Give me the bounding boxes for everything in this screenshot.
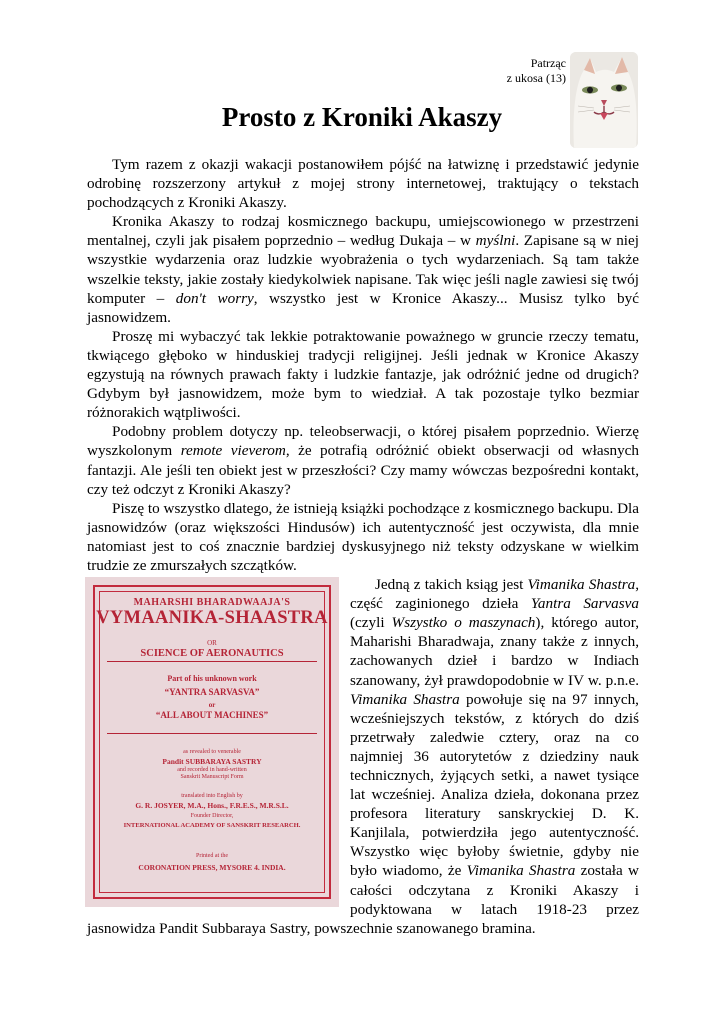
book-manuscript: Sanskrit Manuscript Form (180, 774, 244, 781)
book-revealed: as revealed to venerable (183, 749, 241, 756)
book-or-1: OR (207, 639, 217, 648)
paragraph-6: Jedną z takich ksiąg jest Vimanika Shastra, część zaginionego dzieła Yantra Sarvasva (czyli Wszystko o maszynach), którego autor, Maharishi Bharadwaja, znany także z innych, zachowanych dzieł i bardzo w Indiach szanowany, żył prawdopodobnie w IV w. p.n.e. Vimanika Shastra powołuje się na 97 innych, wcześniejszych tekstów, z których do dziś przetrwały zaledwie cztery, oraz na co najmniej 36 autorytetów z dziedziny nauk technicznych, żyjących setki, a nawet tysiące lat wcześniej. Analiza dzieła, dokonana przez profesora literatury sanskryckiej D. K. Kanjilala, potwierdziła jego autentyczność. Wszystko więc byłoby świetnie, gdyby nie było wiadomo, że Vimanika Shastra została w całości odczytana z Kroniki Akaszy i podyktowana w latach 1918-23 przez jasnowidza Pandit Subbaraya Sastry, powszechnie szanowanego bramina. (87, 576, 639, 937)
article-body (87, 155, 639, 938)
book-or-2: or (208, 701, 216, 710)
series-line-1: Patrząc (530, 56, 566, 70)
series-line-2: z ukosa (13) (506, 71, 566, 85)
paragraph-1: Tym razem z okazji wakacji postanowiłem pójść na łatwiznę i przedstawić jedynie odrobinę rozszerzony artykuł z mojej strony internetowej, traktujący o tekstach pochodzących z Kroniki Akaszy. (87, 156, 639, 212)
book-part: Part of his unknown work (167, 674, 257, 684)
paragraph-4: Podobny problem dotyczy np. teleobserwacji, o której pisałem poprzednio. Wierzę wyszkolonym remote vieverom, że potrafią odróżnić obiekt obserwacji od własnych fantazji. Ale jeśli ten obiekt jest w przeszłości? Czy mamy wówczas bezpośredni kontakt, czy też odczyt z Kroniki Akaszy? (87, 423, 640, 498)
paragraph-5: Piszę to wszystko dlatego, że istnieją książki pochodzące z kosmicznego backupu. Dla jasnowidzów (oraz większości Hindusów) ich autentyczność jest oczywista, dla mnie natomiast jest to coś znacznie bardziej dyskusyjnego niż teksty odzyskane w wielkim trudzie ze zmurszałych szczątków. (87, 499, 639, 574)
page-title: Prosto z Kroniki Akaszy (221, 102, 503, 132)
book-all-machines: “ALL ABOUT MACHINES” (155, 710, 269, 721)
book-title: VYMAANIKA-SHAASTRA (96, 608, 328, 629)
book-subtitle: SCIENCE OF AERONAUTICS (140, 648, 284, 660)
book-academy: INTERNATIONAL ACADEMY OF SANSKRIT RESEARCH. (123, 822, 301, 830)
book-pandit: Pandit SUBBARAYA SASTRY (162, 757, 262, 767)
book-recorded: and recorded in hand-written (177, 767, 247, 774)
book-printed: Printed at the (196, 853, 228, 860)
paragraph-2: Kronika Akaszy to rodzaj kosmicznego backupu, umiejscowionego w przestrzeni mentalnej, czyli jak pisałem poprzednio – według Dukaja – w myślni. Zapisane są w niej wszystkie wydarzenia oraz ludzkie wyobrażenia o tych wydarzeniach. Są tam także wszelkie teksty, jakie zostały kiedykolwiek napisane. Tak więc jeśli nagle zawiesi się twój komputer – don't worry, wszystko jest w Kronice Akaszy... Musisz tylko być jasnowidzem. (87, 213, 639, 326)
book-translator: G. R. JOSYER, M.A., Hons., F.R.E.S., M.R.S.L. (135, 801, 289, 811)
book-yantra: “YANTRA SARVASVA” (164, 687, 260, 698)
paragraph-3: Proszę mi wybaczyć tak lekkie potraktowanie poważnego w gruncie rzeczy tematu, tkwiącego głęboko w hinduskiej tradycji religijnej. Jeśli jednak w Kronice Akaszy egzystują na równych prawach fakty i ludzkie fantazje, jak odróżnić jedne od drugich? Gdybym był jasnowidzem, może bym to wiedział. A tak pozostaje tylko bezmiar różnorakich wątpliwości. (87, 327, 639, 422)
series-label (476, 56, 566, 86)
book-founder: Founder Director, (190, 813, 234, 820)
book-translated: translated into English by (181, 793, 243, 800)
book-divider-2 (107, 733, 317, 734)
book-press: CORONATION PRESS, MYSORE 4. INDIA. (138, 863, 286, 873)
book-author: MAHARSHI BHARADWAAJA'S (133, 597, 291, 609)
book-divider-1 (107, 661, 317, 662)
book-cover-image (85, 577, 339, 907)
